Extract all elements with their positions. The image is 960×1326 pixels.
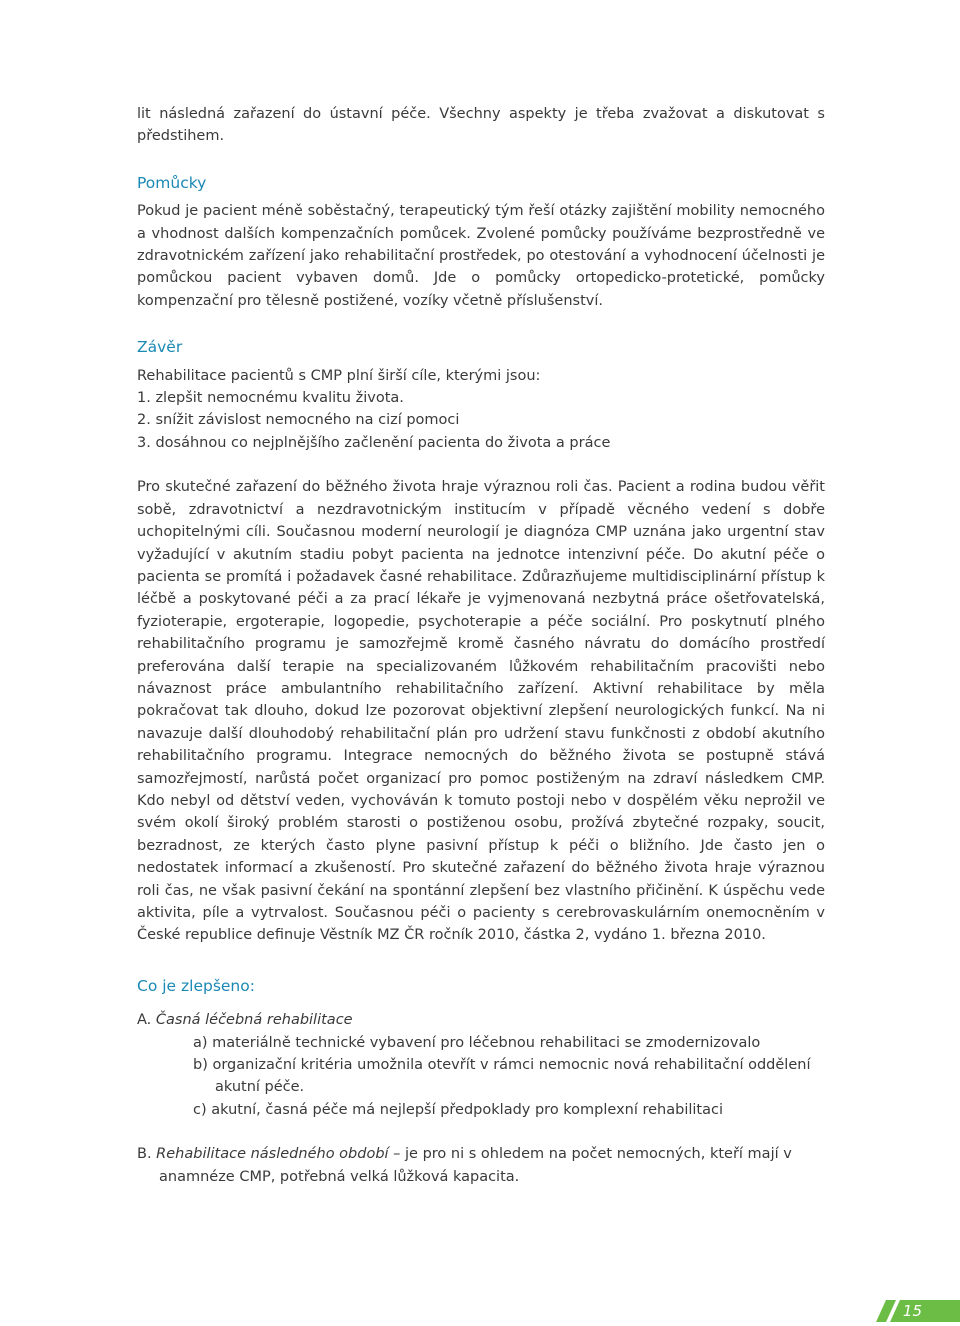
section-b-paragraph [137, 1143, 825, 1188]
heading-pomucky: Pomůcky [137, 173, 207, 192]
intro-paragraph: lit následná zařazení do ústavní péče. Všechny aspekty je třeba zvažovat a diskutovat s předstihem. [137, 106, 825, 145]
section-a-item-a: a) materiálně technické vybavení pro léčebnou rehabilitaci se zmodernizovalo [193, 1034, 761, 1051]
zaver-body-paragraph: Pro skutečné zařazení do běžného života hraje výraznou roli čas. Pacient a rodina budou věřit sobě, zdravotnictví a nezdravotnickým institucím v případě věcného vedení s dobře uchopitelnými cíli. Současnou moderní neurologií je diagnóza CMP uznána jako urgentní stav vyžadující v akutním stadiu pobyt pacienta na jednotce intenzivní péče. Do akutní péče o pacienta se promítá i požadavek časné rehabilitace. Zdůrazňujeme multidisciplinární přístup k léčbě a poskytované péči a za prací lékaře je vyjmenovaná nezbytná práce ošetřovatelská, fyzioterapie, ergoterapie, logopedie, psychoterapie a péče sociální. Pro poskytnutí plného rehabilitačního programu je samozřejmě kromě časného návratu do domácího prostředí preferována další terapie na specializovaném lůžkovém rehabilitačním pracovišti nebo návaznost práce ambulantního rehabilitačního zařízení. Aktivní rehabilitace by měla pokračovat tak dlouho, dokud lze pozorovat objektivní zlepšení neurologických funkcí. Na ni navazuje další dlouhodobý rehabilitační plán pro udržení stavu funkčnosti z období akutního rehabilitačního programu. Integrace nemocných do běžného života se postupně stává samozřejmostí, narůstá počet organizací pro pomoc postiženým na zdraví následkem CMP. Kdo nebyl od dětství veden, vychováván k tomuto postoji nebo v dospělém věku neprožil ve svém okolí široký problém starosti o postiženou osobu, prožívá zbytečné rozpaky, soucit, bezradnost, ze kterých často plyne pasivní přístup k péči o bližního. Jde často jen o nedostatek informací a zkušeností. Pro skutečné zařazení do běžného života hraje výraznou roli čas, ne však pasivní čekání na spontánní zlepšení bez vlastního přičinění. K úspěchu vede aktivita, píle a vytrvalost. Současnou péči o pacienty s cerebrovaskulárním onemocněním v České republice definuje Věstník MZ ČR ročník 2010, částka 2, vydáno 1. března 2010. [137, 479, 825, 944]
page-number: 15 [902, 1302, 922, 1320]
section-a-item-b: b) organizační kritéria umožnila otevřít v rámci nemocnic nová rehabilitační oddělení akutní péče. [193, 1057, 811, 1096]
section-b-label: B. [137, 1146, 152, 1163]
zaver-goal-3: 3. dosáhnou co nejplnějšího začlenění pacienta do života a práce [137, 434, 611, 451]
section-a-list [137, 1032, 825, 1122]
section-a-title [137, 1009, 825, 1031]
zaver-lead: Rehabilitace pacientů s CMP plní širší cíle, kterými jsou: [137, 367, 541, 384]
page-content [137, 103, 825, 1188]
section-a-heading: Časná léčebná rehabilitace [155, 1012, 353, 1029]
pomucky-paragraph: Pokud je pacient méně soběstačný, terapeutický tým řeší otázky zajištění mobility nemocného a vhodnost dalších kompenzačních pomůcek. Zvolené pomůcky používáme bezprostředně ve zdravotnickém zařízení jako rehabilitační prostředek, po otestování a vyhodnocení účelnosti je pomůckou pacient vybaven domů. Jde o pomůcky ortopedicko-protetické, pomůcky kompenzační pro tělesně postižené, vozíky včetně příslušenství. [137, 203, 825, 309]
zaver-goal-2: 2. snížit závislost nemocného na cizí pomoci [137, 412, 460, 429]
page-marker-tab [890, 1300, 960, 1322]
heading-zaver: Závěr [137, 338, 183, 357]
section-b-heading: Rehabilitace následného období [156, 1146, 389, 1163]
section-a-item-c: c) akutní, časná péče má nejlepší předpoklady pro komplexní rehabilitaci [193, 1101, 723, 1118]
section-b-text: – je pro ni s ohledem na počet nemocných, kteří mají v anamnéze CMP, potřebná velká lůžková kapacita. [159, 1146, 792, 1185]
section-a-label: A. [137, 1012, 152, 1029]
zaver-goal-1: 1. zlepšit nemocnému kvalitu života. [137, 390, 404, 407]
heading-co-je-zlepseno: Co je zlepšeno: [137, 976, 255, 995]
